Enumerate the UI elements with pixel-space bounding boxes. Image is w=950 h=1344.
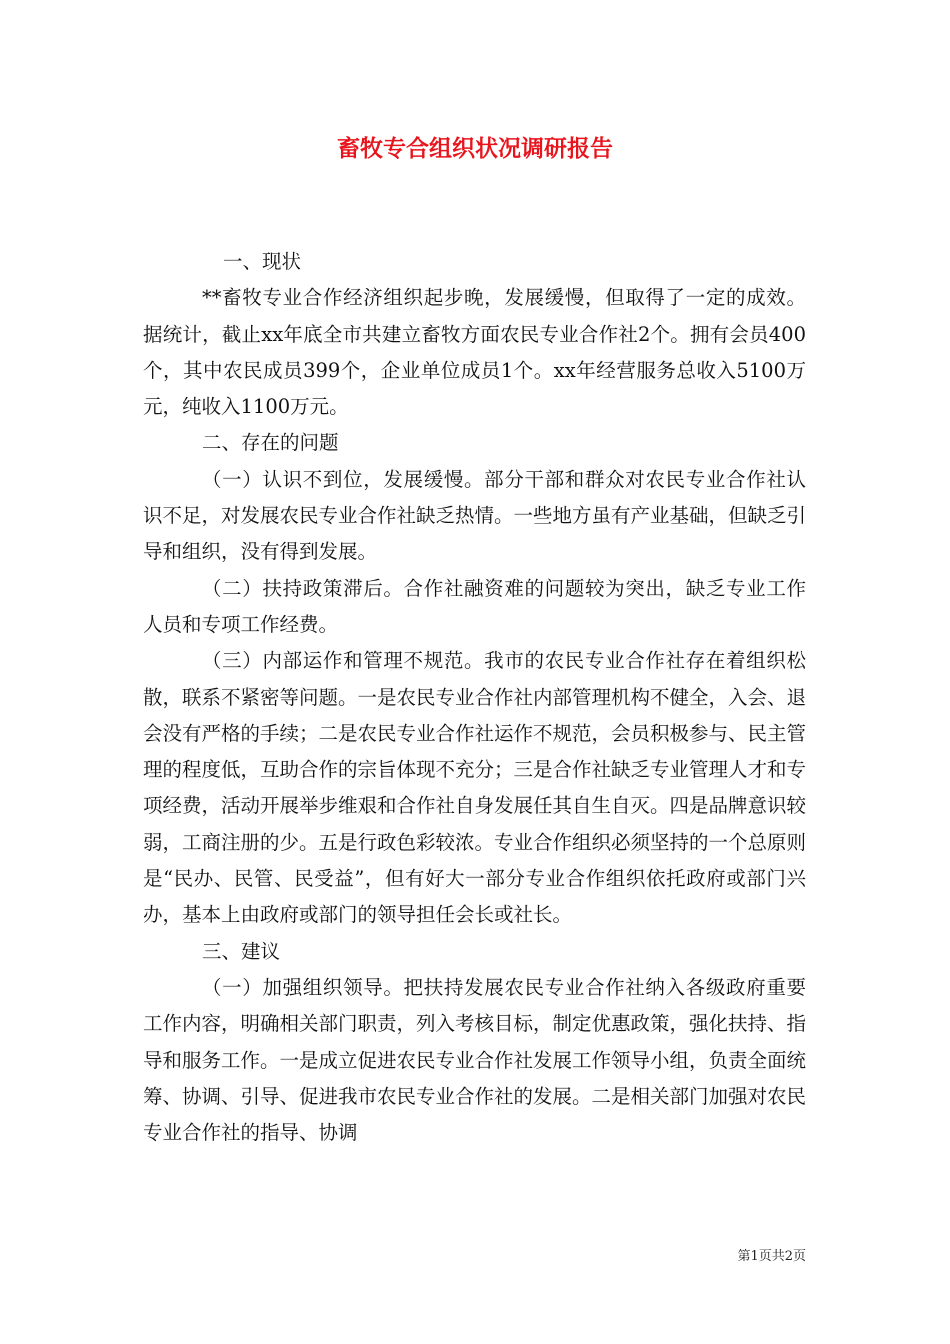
page-number: 第1页共2页 <box>737 1249 806 1264</box>
paragraph-suggestion-1: （一）加强组织领导。把扶持发展农民专业合作社纳入各级政府重要工作内容，明确相关部门职责，列入考核目标，制定优惠政策，强化扶持、指导和服务工作。一是成立促进农民专业合作社发展工作领导小组，负责全面统筹、协调、引导、促进我市农民专业合作社的发展。二是相关部门加强对农民专业合作社的指导、协调 <box>143 975 807 1145</box>
document-body <box>143 244 806 1151</box>
section-heading-status: 一、现状 <box>223 250 302 273</box>
paragraph-problem-2: （二）扶持政策滞后。合作社融资难的问题较为突出，缺乏专业工作人员和专项工作经费。 <box>143 576 806 636</box>
section-heading-suggestions: 三、建议 <box>202 939 281 963</box>
paragraph-status: **畜牧专业合作经济组织起步晚，发展缓慢，但取得了一定的成效。据统计，截止xx年底全市共建立畜牧方面农民专业合作社2个。拥有会员400个，其中农民成员399个，企业单位成员1个。xx年经营服务总收入5100万元，纯收入1100万元。 <box>143 286 806 419</box>
document-title: 畜牧专合组织状况调研报告 <box>337 135 613 162</box>
paragraph-problem-3: （三）内部运作和管理不规范。我市的农民专业合作社存在着组织松散，联系不紧密等问题。一是农民专业合作社内部管理机构不健全，入会、退会没有严格的手续；二是农民专业合作社运作不规范，会员积极参与、民主管理的程度低，互助合作的宗旨体现不充分；三是合作社缺乏专业管理人才和专项经费，活动开展举步维艰和合作社自身发展任其自生自灭。四是品牌意识较弱，工商注册的少。五是行政色彩较浓。专业合作组织必须坚持的一个总原则是“民办、民管、民受益”，但有好大一部分专业合作组织依托政府或部门兴办，基本上由政府或部门的领导担任会长或社长。 <box>143 649 807 927</box>
section-heading-problems: 二、存在的问题 <box>202 431 339 455</box>
paragraph-problem-1: （一）认识不到位，发展缓慢。部分干部和群众对农民专业合作社认识不足，对发展农民专业合作社缺乏热情。一些地方虽有产业基础，但缺乏引导和组织，没有得到发展。 <box>143 467 807 564</box>
